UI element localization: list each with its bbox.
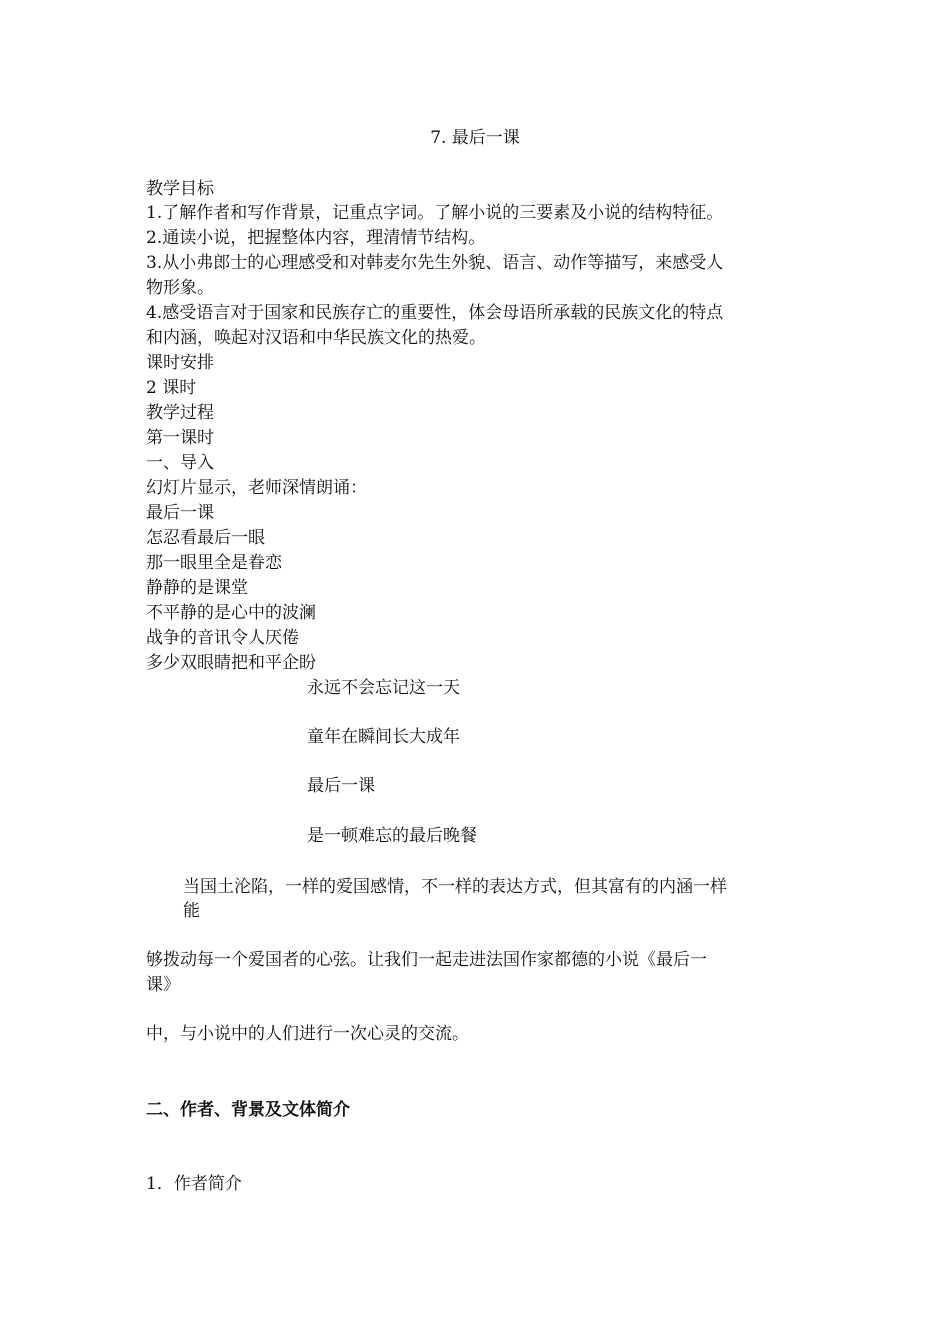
paragraph-line-1-wrap: 能 (183, 901, 200, 921)
objective-line-2: 2.通读小说，把握整体内容，理清情节结构。 (146, 228, 486, 248)
objective-line-4: 4.感受语言对于国家和民族存亡的重要性，体会母语所承载的民族文化的特点 (146, 303, 724, 323)
objective-line-3: 3.从小弗郎士的心理感受和对韩麦尔先生外貌、语言、动作等描写，来感受人 (146, 253, 724, 273)
schedule-value: 2 课时 (146, 378, 197, 398)
objective-line-3-cont: 物形象。 (146, 278, 214, 298)
poem-line-3: 那一眼里全是眷恋 (146, 553, 282, 573)
poem-line-6: 战争的音讯令人厌倦 (146, 628, 299, 648)
objective-line-4-cont: 和内涵，唤起对汉语和中华民族文化的热爱。 (146, 328, 486, 348)
process-heading: 教学过程 (146, 403, 214, 423)
poem-line-1: 最后一课 (146, 503, 214, 523)
subsection-1-heading: 1．作者简介 (146, 1174, 242, 1194)
intro-text: 幻灯片显示，老师深情朗诵： (146, 478, 367, 498)
poem-indented-line-3: 最后一课 (307, 776, 375, 796)
intro-heading: 一、导入 (146, 453, 214, 473)
poem-indented-line-4: 是一顿难忘的最后晚餐 (307, 826, 477, 846)
poem-indented-line-2: 童年在瞬间长大成年 (307, 727, 460, 747)
section-2-heading: 二、作者、背景及文体简介 (146, 1100, 350, 1120)
poem-line-4: 静静的是课堂 (146, 578, 248, 598)
objective-line-1: 1.了解作者和写作背景，记重点字词。了解小说的三要素及小说的结构特征。 (146, 203, 724, 223)
poem-line-7: 多少双眼睛把和平企盼 (146, 653, 316, 673)
poem-line-5: 不平静的是心中的波澜 (146, 603, 316, 623)
objectives-heading: 教学目标 (146, 179, 214, 199)
lesson-heading: 第一课时 (146, 428, 214, 448)
poem-line-2: 怎忍看最后一眼 (146, 528, 265, 548)
document-title: 7. 最后一课 (430, 128, 520, 148)
poem-indented-line-1: 永远不会忘记这一天 (307, 678, 460, 698)
schedule-heading: 课时安排 (146, 353, 214, 373)
paragraph-line-3: 中，与小说中的人们进行一次心灵的交流。 (146, 1024, 469, 1044)
paragraph-line-2: 够拨动每一个爱国者的心弦。让我们一起走进法国作家都德的小说《最后一 (146, 950, 707, 970)
paragraph-line-1: 当国土沦陷，一样的爱国感情，不一样的表达方式，但其富有的内涵一样 (183, 877, 727, 897)
paragraph-line-2-wrap: 课》 (146, 975, 180, 995)
